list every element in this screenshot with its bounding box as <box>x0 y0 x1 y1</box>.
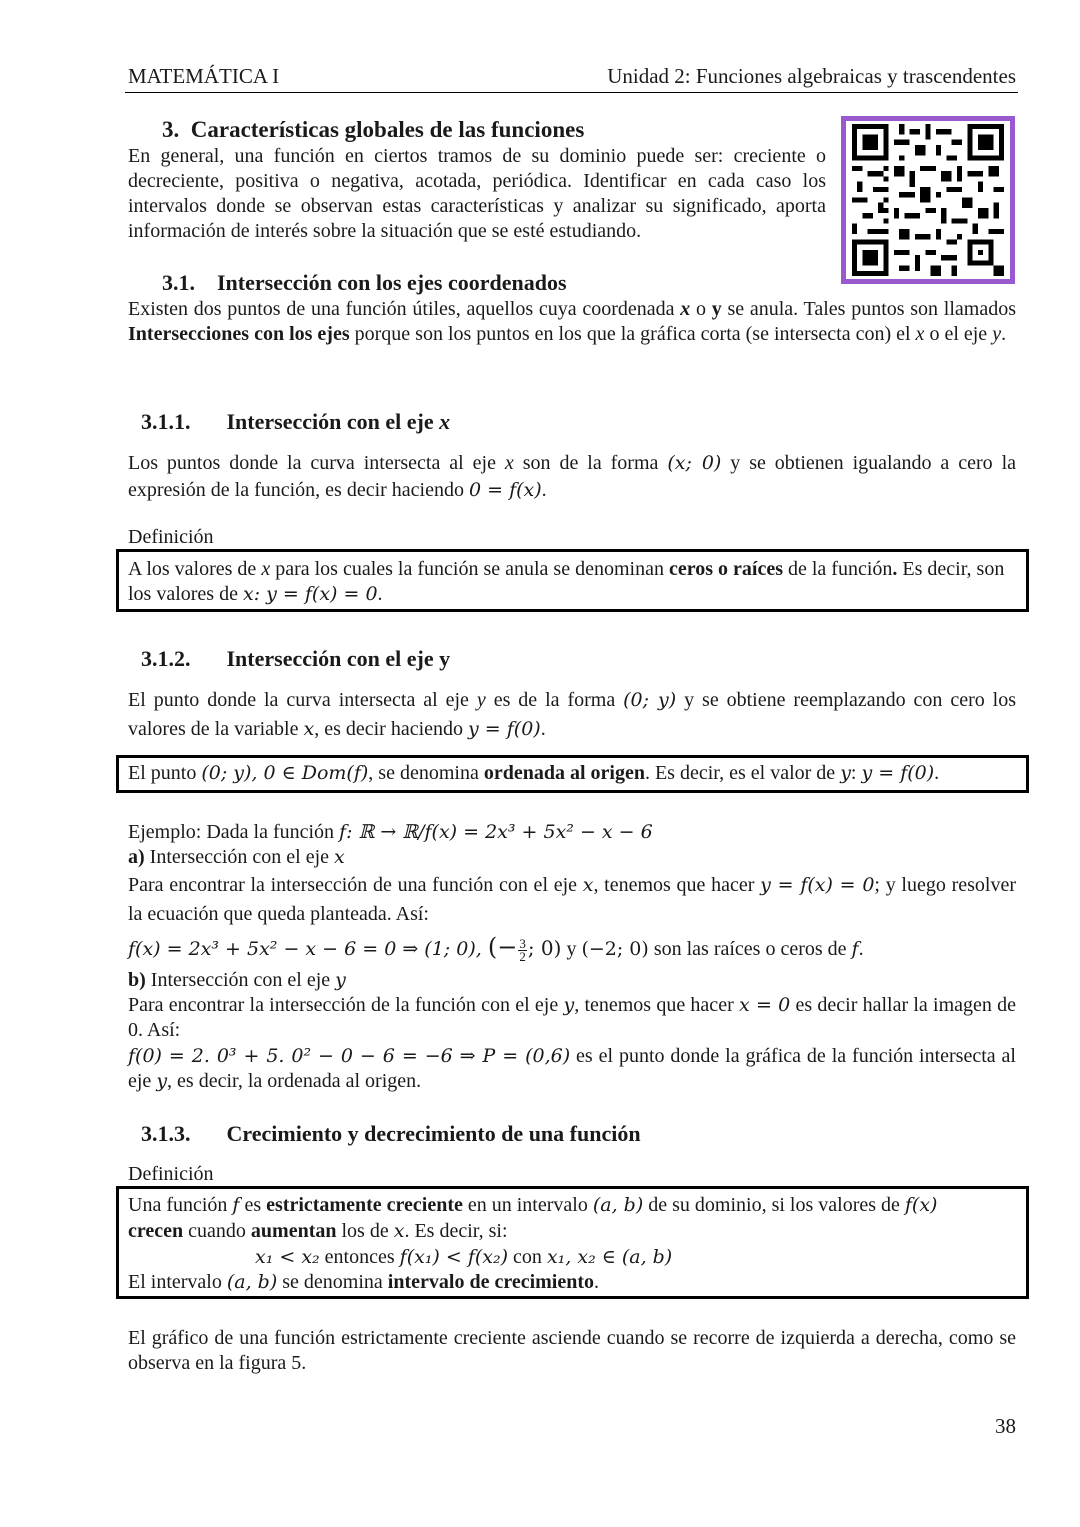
section-3-1-1-heading: 3.1.1. Intersección con el eje x <box>141 409 451 434</box>
qr-code-frame[interactable] <box>841 116 1015 284</box>
definition-label-1: Definición <box>128 526 214 548</box>
example-b-heading: b) Intersección con el eje y <box>128 969 346 991</box>
section-3-body: En general, una función en ciertos tramos de su dominio puede ser: creciente o decreciente, positiva o negativa, acotada, periódica. Identificar en cada caso los intervalos donde se observan estas características y analizar su significado, aporta información de interés sobre la situación que se esté estudiando. <box>128 145 826 242</box>
section-3-1-3-heading: 3.1.3. Crecimiento y decrecimiento de una función <box>141 1121 641 1146</box>
example-a-heading: a) Intersección con el eje x <box>128 846 345 868</box>
fraction-three-halves: $\frac{3}{2}$ <box>519 935 526 964</box>
header-rule <box>125 92 1018 93</box>
definition-increasing-line-4: El intervalo (a, b) se denomina intervalo de crecimiento. <box>128 1271 600 1293</box>
example-b-body: Para encontrar la intersección de la función con el eje y, tenemos que hacer x = 0 es decir hallar la imagen de 0. Así: <box>128 994 1016 1041</box>
section-3-1-heading: 3.1. Intersección con los ejes coordenados <box>162 270 567 295</box>
section-3-1-2-heading: 3.1.2. Intersección con el eje y <box>141 646 451 671</box>
header-right: Unidad 2: Funciones algebraicas y trascendentes <box>607 64 1016 88</box>
header-left: MATEMÁTICA I <box>128 64 280 88</box>
closing-paragraph: El gráfico de una función estrictamente creciente asciende cuando se recorre de izquierda a derecha, como se observa en la figura 5. <box>128 1327 1016 1374</box>
section-3-1-body: Existen dos puntos de una función útiles, aquellos cuya coordenada x o y se anula. Tales puntos son llamados Intersecciones con los ejes porque son los puntos en los que la gráfica corta (se intersecta con) el x o el eje y. <box>128 298 1016 345</box>
example-intro: Ejemplo: Dada la función f: ℝ → ℝ/f(x) = 2x³ + 5x² − x − 6 <box>128 821 653 843</box>
section-3-1-1-body: Los puntos donde la curva intersecta al eje x son de la forma (x; 0) y se obtienen igualando a cero la expresión de la función, es decir haciendo 0 = f(x). <box>128 452 1016 501</box>
qr-code-icon <box>849 124 1007 276</box>
definition-label-2: Definición <box>128 1163 214 1185</box>
page-number: 38 <box>995 1414 1016 1438</box>
definition-increasing-line-2: crecen cuando aumentan los de x. Es decir, si: <box>128 1220 508 1242</box>
definition-increasing-line-1: Una función f es estrictamente creciente en un intervalo (a, b) de su dominio, si los valores de f(x) <box>128 1194 938 1216</box>
definition-ordinate-text: El punto (0; y), 0 ∈ Dom(f), se denomina ordenada al origen. Es decir, es el valor de y: y = f(0). <box>128 762 940 784</box>
definition-increasing-line-3: x₁ < x₂ entonces f(x₁) < f(x₂) con x₁, x₂ ∈ (a, b) <box>255 1246 673 1268</box>
example-a-equation: f(x) = 2x³ + 5x² − x − 6 = 0 ⇒ (1; 0), (− $\frac{3}{2}$ ; 0) y (−2; 0) son las raíces o ceros de f. <box>128 933 864 964</box>
definition-zeros-text: A los valores de x para los cuales la función se anula se denominan ceros o raíces de la función. Es decir, son los valores de x: y = f(x) = 0. <box>128 558 1005 605</box>
example-b-equation: f(0) = 2. 0³ + 5. 0² − 0 − 6 = −6 ⇒ P = (0,6) es el punto donde la gráfica de la función intersecta al eje y, es decir, la ordenada al origen. <box>128 1045 1016 1092</box>
section-3-1-2-body: El punto donde la curva intersecta al eje y es de la forma (0; y) y se obtiene reemplazando con cero los valores de la variable x, es decir haciendo y = f(0). <box>128 689 1016 740</box>
example-a-body: Para encontrar la intersección de una función con el eje x, tenemos que hacer y = f(x) = 0; y luego resolver la ecuación que queda planteada. Así: <box>128 874 1016 925</box>
section-3-heading: 3. Características globales de las funciones <box>162 117 585 142</box>
